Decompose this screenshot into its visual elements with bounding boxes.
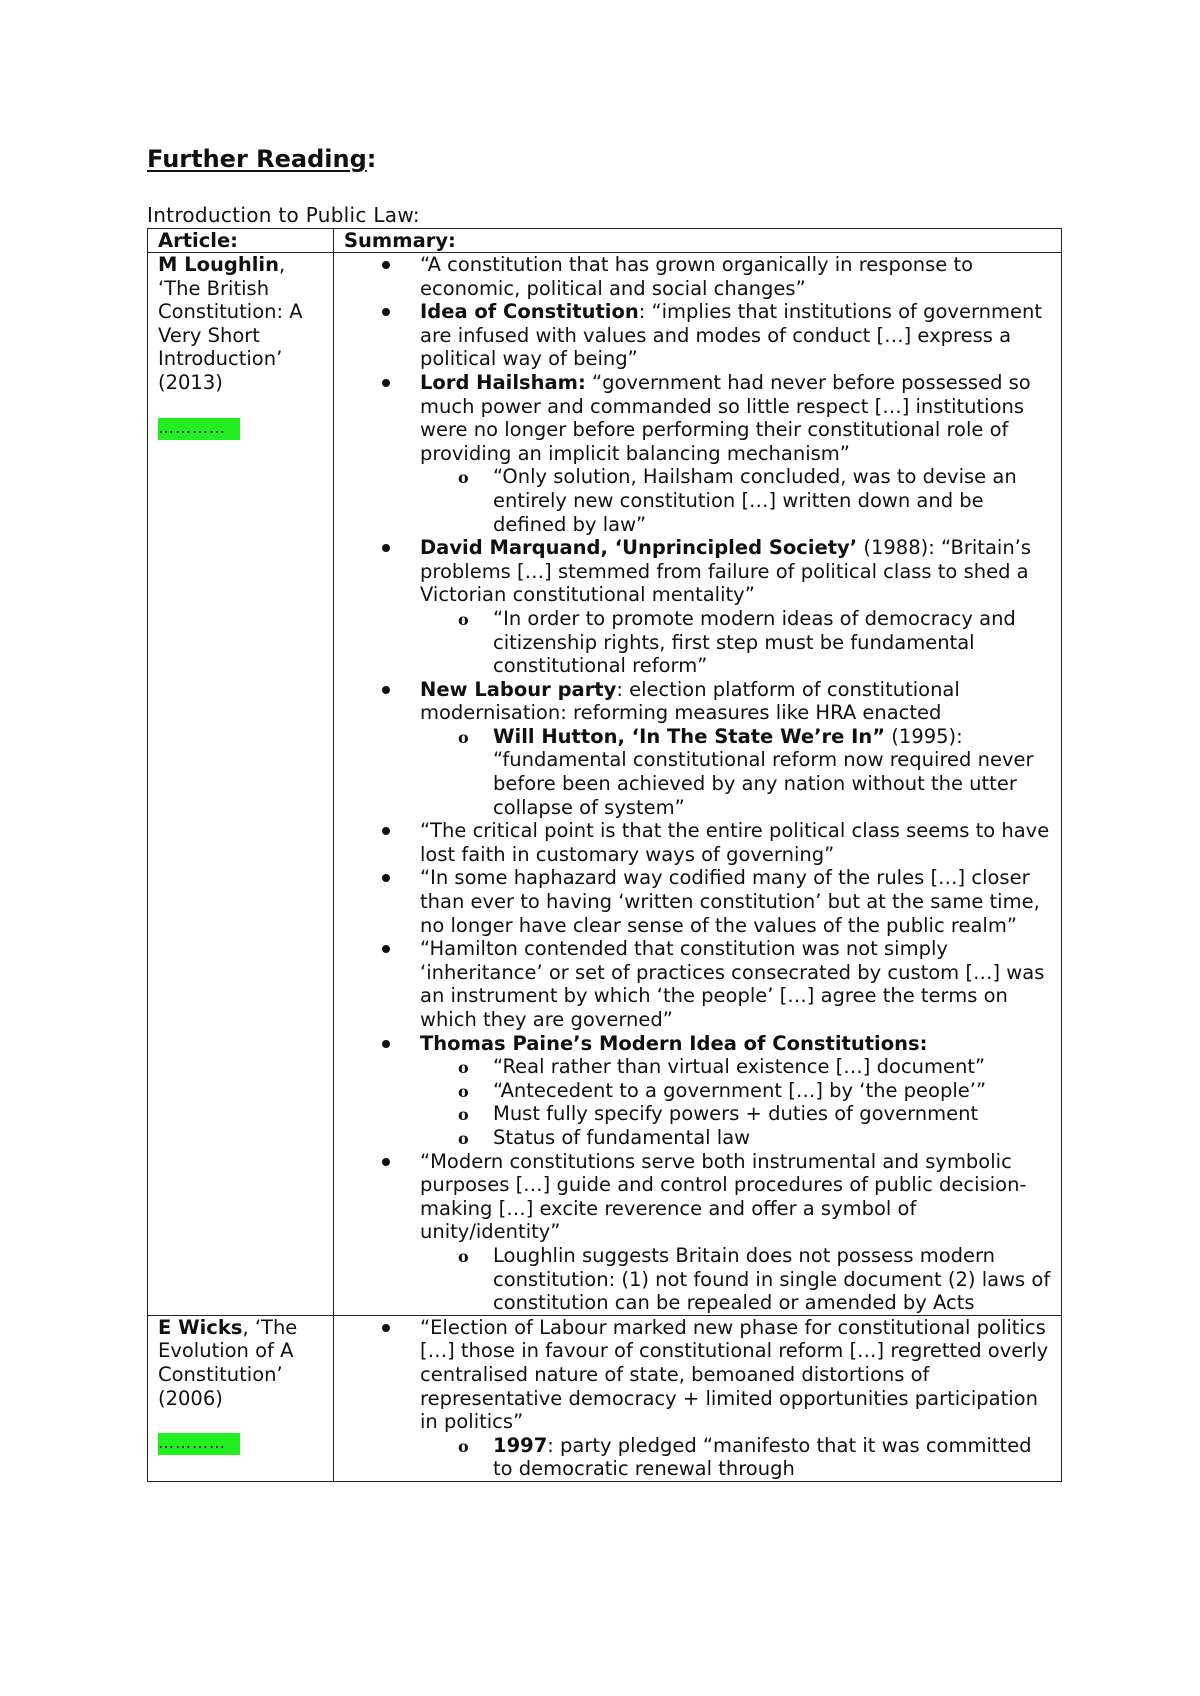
sub-list [420,607,1055,678]
item-bold: Thomas Paine’s Modern Idea of Constitutions: [420,1031,928,1055]
list-item [420,300,1055,371]
sub-list-item [493,725,1055,819]
sub-list-item [493,1102,1055,1126]
sub-item-bold: 1997 [493,1433,548,1457]
sub-list-item [493,1244,1055,1315]
sub-item-bold: Will Hutton, ‘In The State We’re In” [493,724,886,748]
sub-item-text: Status of fundamental law [493,1125,751,1149]
highlight-mark: ………… [158,418,240,440]
sub-list [420,725,1055,819]
sub-item-text: : party pledged “manifesto that it was committed to democratic renewal through [493,1433,1032,1481]
list-item [420,819,1055,866]
sub-list-item [493,607,1055,678]
article-cell [148,253,334,1316]
item-bold: New Labour party [420,677,617,701]
document-page [147,140,1062,1482]
summary-cell [334,253,1062,1316]
item-text: “A constitution that has grown organically in response to economic, political and social changes” [420,253,974,300]
sub-list [420,1055,1055,1149]
list-item [420,678,1055,820]
list-item [420,1032,1055,1150]
sub-item-text: “Antecedent to a government […] by ‘the people’” [493,1078,987,1102]
item-bold: Idea of Constitution [420,300,639,324]
summary-list [334,253,1055,1315]
article-title: , ‘The British Constitution: A Very Short Introduction’ (2013) [158,253,303,394]
sub-item-text: “Real rather than virtual existence […] document” [493,1055,986,1079]
article-header: Article: [148,229,334,253]
table-row [148,253,1062,1316]
article-author: M Loughlin [158,253,279,276]
sub-item-text: Must fully specify powers + duties of government [493,1102,979,1126]
sub-list-item [493,1434,1055,1481]
table-row [148,1315,1062,1481]
sub-list [420,1244,1055,1315]
sub-list [420,465,1055,536]
list-item [420,1316,1055,1481]
summary-header: Summary: [334,229,1062,253]
list-item [420,937,1055,1031]
item-text: “Modern constitutions serve both instrumental and symbolic purposes […] guide and control procedures of public decision-making […] excite reverence and offer a symbol of unity/identity” [420,1149,1027,1244]
list-item [420,866,1055,937]
article-title: , ‘The Evolution of A Constitution’ (2006) [158,1315,298,1410]
section-heading: Introduction to Public Law: [147,203,420,227]
sub-item-text: “Only solution, Hailsham concluded, was to devise an entirely new constitution […] written down and be defined by law” [493,465,1017,536]
item-text: “Hamilton contended that constitution was not simply ‘inheritance’ or set of practices consecrated by custom […] was an instrument by which ‘the people’ […] agree the terms on which they are governed” [420,937,1045,1031]
article-cell [148,1315,334,1481]
list-item [420,371,1055,536]
sub-item-text: “In order to promote modern ideas of democracy and citizenship rights, first step must be fundamental constitutional reform” [493,606,1016,678]
sub-item-text: (1995): “fundamental constitutional reform now required never before been achieved by any nation without the utter collapse of system” [493,724,1034,819]
list-item [420,1150,1055,1315]
article-author: E Wicks [158,1315,243,1339]
sub-list [420,1434,1055,1481]
item-text: : election platform of constitutional modernisation: reforming measures like HRA enacted [420,677,960,725]
table-header-row [148,229,1062,253]
reading-table [147,228,1062,1482]
summary-cell [334,1315,1062,1481]
item-text: “In some haphazard way codified many of the rules […] closer than ever to having ‘written constitution’ but at the same time, no longer have clear sense of the values of the public realm” [420,866,1040,937]
summary-list [334,1316,1055,1481]
list-item [420,253,1055,300]
item-text: “government had never before possessed so much power and commanded so little respect […] institutions were no longer before performing their constitutional role of providing an implicit balancing mechanism” [420,370,1031,465]
item-bold: Lord Hailsham: [420,370,586,394]
document-title: Further Reading: [147,145,377,173]
sub-list-item [493,1126,1055,1150]
highlight-mark: ………… [158,1433,240,1455]
sub-list-item [493,465,1055,536]
sub-list-item [493,1055,1055,1079]
item-text: “Election of Labour marked new phase for constitutional politics […] those in favour of constitutional reform […] regretted overly centralised nature of state, bemoaned distortions of representative democracy + limited opportunities participation in politics” [420,1315,1049,1434]
item-text: “The critical point is that the entire political class seems to have lost faith in customary ways of governing” [420,819,1050,866]
item-text: (1988): “Britain’s problems […] stemmed from failure of political class to shed a Victorian constitutional mentality” [420,536,1032,607]
sub-item-text: Loughlin suggests Britain does not possess modern constitution: (1) not found in single document (2) laws of constitution can be repealed or amended by Acts [493,1243,1051,1315]
list-item [420,536,1055,678]
item-text: : “implies that institutions of government are infused with values and modes of conduct […] express a political way of being” [420,300,1042,371]
item-bold: David Marquand, ‘Unprincipled Society’ [420,536,858,560]
table-body [148,253,1062,1482]
sub-list-item [493,1079,1055,1103]
